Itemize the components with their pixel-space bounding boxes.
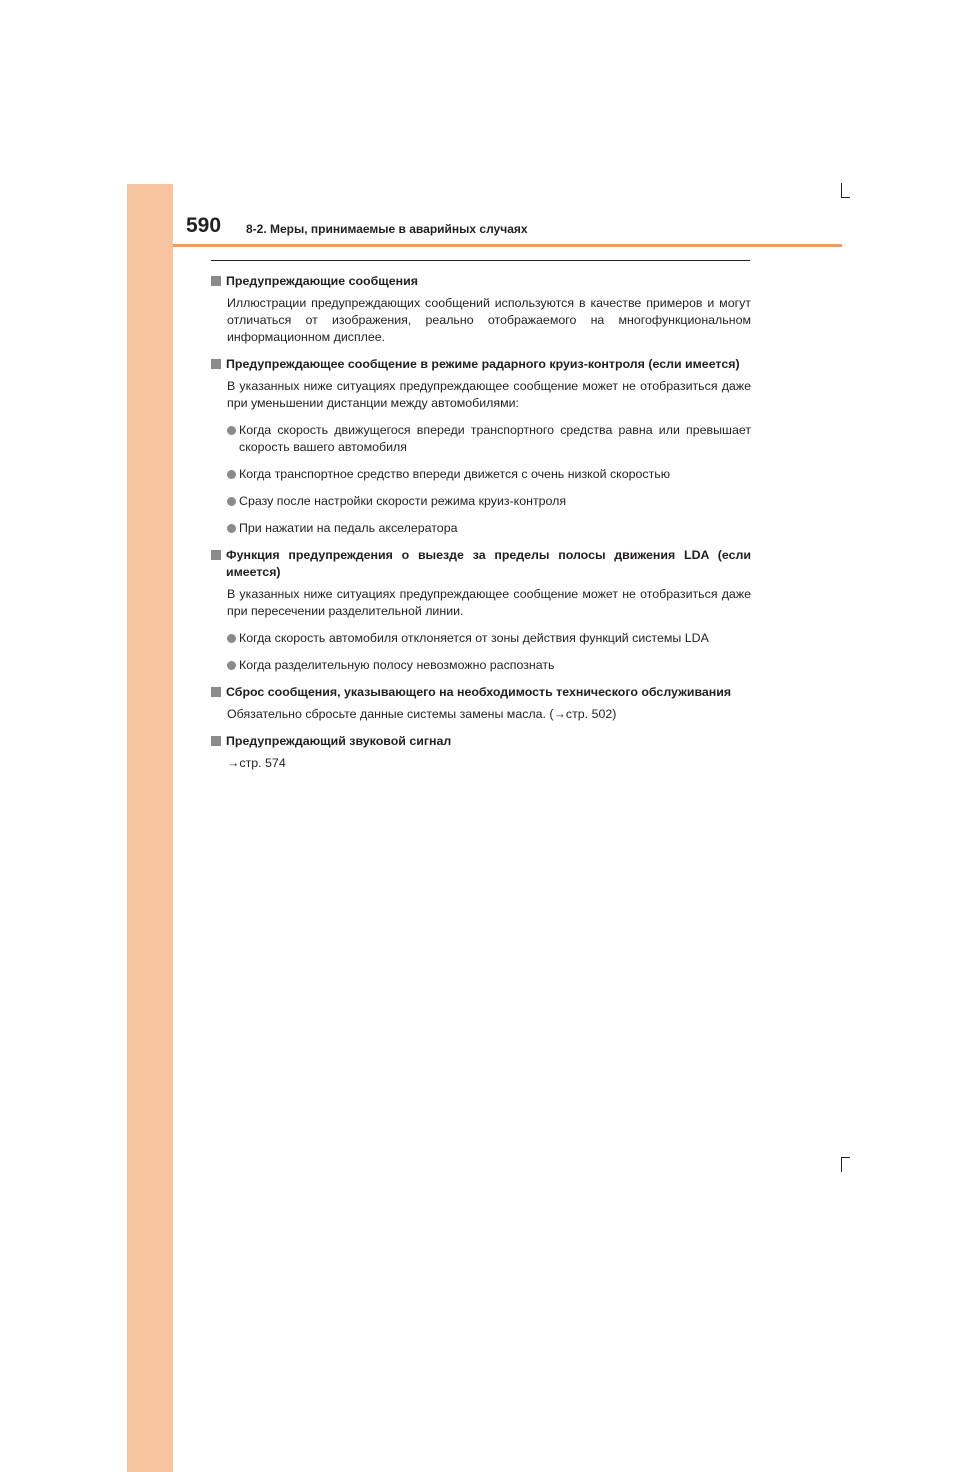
heading-warning-buzzer: Предупреждающий звуковой сигнал	[211, 733, 751, 750]
page-number: 590	[186, 214, 222, 237]
square-bullet-icon	[211, 736, 221, 746]
round-bullet-icon	[227, 470, 236, 479]
list-item: Сразу после настройки скорости режима круиз-контроля	[211, 493, 751, 510]
heading-maintenance-reset: Сброс сообщения, указывающего на необходимость технического обслуживания	[211, 684, 751, 701]
content-rule	[211, 260, 750, 261]
list-item: Когда транспортное средство впереди движется с очень низкой скоростью	[211, 466, 751, 483]
list-item: Когда разделительную полосу невозможно распознать	[211, 657, 751, 674]
page-reference: →стр. 574	[227, 756, 286, 770]
paragraph: В указанных ниже ситуациях предупреждающее сообщение может не отобразиться даже при пересечении разделительной линии.	[227, 587, 751, 618]
list-item: Когда скорость автомобиля отклоняется от зоны действия функций системы LDA	[211, 630, 751, 647]
crop-mark-bottom	[841, 1157, 850, 1172]
content	[211, 270, 751, 782]
chapter-sidebar-tab	[127, 184, 173, 1472]
paragraph: В указанных ниже ситуациях предупреждающее сообщение может не отобразиться даже при уменьшении дистанции между автомобилями:	[227, 379, 751, 410]
paragraph: Обязательно сбросьте данные системы замены масла. (→стр. 502)	[227, 707, 617, 721]
heading-radar-cruise-warning: Предупреждающее сообщение в режиме радарного круиз-контроля (если имеется)	[211, 356, 751, 373]
round-bullet-icon	[227, 426, 236, 435]
square-bullet-icon	[211, 276, 221, 286]
list-item: Когда скорость движущегося впереди транспортного средства равна или превышает скорость вашего автомобиля	[211, 422, 751, 456]
heading-lda-warning: Функция предупреждения о выезде за пределы полосы движения LDA (если имеется)	[211, 547, 751, 581]
round-bullet-icon	[227, 497, 236, 506]
list-item: При нажатии на педаль акселератора	[211, 520, 751, 537]
round-bullet-icon	[227, 661, 236, 670]
header-rule	[173, 244, 842, 247]
crop-mark-top	[841, 183, 850, 198]
square-bullet-icon	[211, 550, 221, 560]
square-bullet-icon	[211, 359, 221, 369]
round-bullet-icon	[227, 524, 236, 533]
paragraph: Иллюстрации предупреждающих сообщений используются в качестве примеров и могут отличаться от изображения, реально отображаемого на многофункциональном информационном дисплее.	[227, 296, 751, 344]
round-bullet-icon	[227, 634, 236, 643]
heading-warning-messages: Предупреждающие сообщения	[211, 273, 751, 290]
section-title: 8-2. Меры, принимаемые в аварийных случаях	[246, 222, 528, 236]
square-bullet-icon	[211, 687, 221, 697]
